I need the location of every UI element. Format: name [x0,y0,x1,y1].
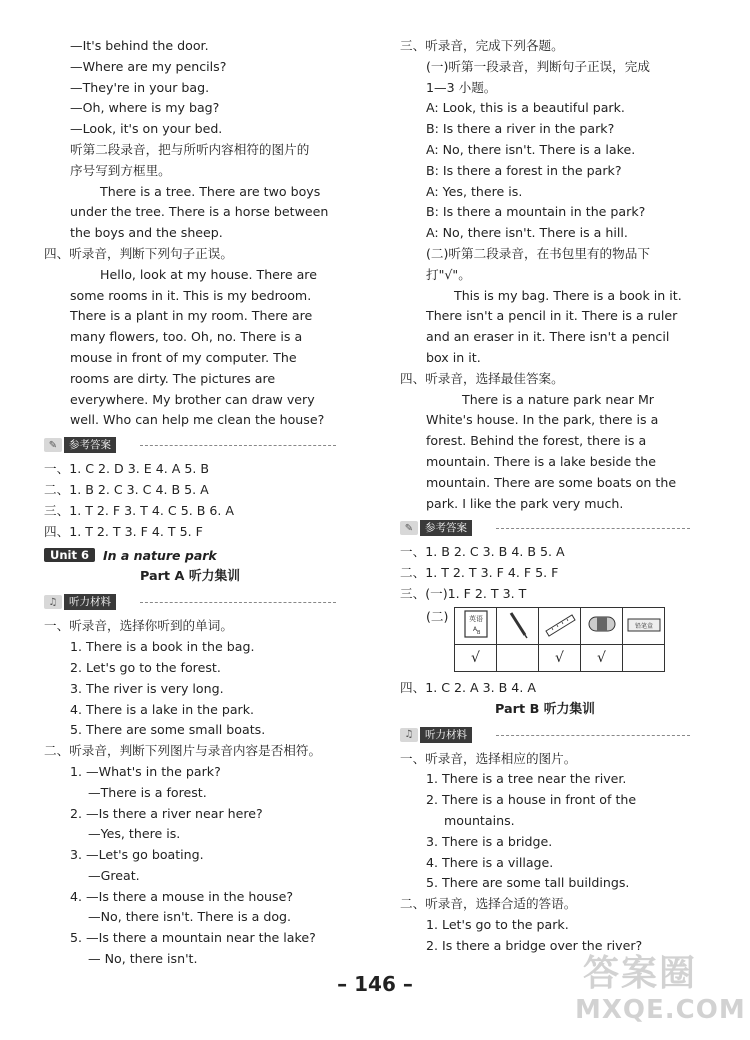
section-4-title: 四、听录音，选择最佳答案。 [400,370,564,386]
list-item: 4. —Is there a mouse in the house? [70,888,294,904]
passage-line: mountain. There are some boats on the [426,474,677,490]
dialog-line: B: Is there a mountain in the park? [426,204,646,220]
dialog-line: A: No, there isn't. There is a hill. [426,225,628,241]
ruler-icon [543,609,577,639]
passage-line: This is my bag. There is a book in it. [454,287,682,303]
question-b1-title: 一、听录音，选择相应的图片。 [400,750,577,766]
pencil-icon: ✎ [400,521,418,535]
headphones-icon: ♫ [400,728,418,742]
passage-line: There is a plant in my room. There are [70,308,313,324]
pencil-icon [501,609,535,639]
check-cell [623,644,665,671]
bag-items-table-row [400,607,690,672]
list-item-cont: mountains. [444,812,515,828]
headphones-icon: ♫ [44,595,62,609]
watermark-url: MXQE.COM [575,995,746,1025]
dialog-line: A: Yes, there is. [426,183,523,199]
list-item: 3. —Let's go boating. [70,847,204,863]
dashed-divider [140,602,336,603]
dialog-line: —It's behind the door. [70,38,209,53]
instruction-2b: 序号写到方框里。 [70,162,171,178]
list-item: 1. There is a tree near the river. [426,771,627,787]
instruction-2: 听第二段录音，把与所听内容相符的图片的 [70,141,310,157]
answer-line: 三、1. T 2. F 3. T 4. C 5. B 6. A [44,502,234,518]
check-cell [497,644,539,671]
table-label: (二) [426,608,449,624]
svg-text:A: A [472,626,477,634]
check-cell: √ [581,644,623,671]
eraser-icon [585,609,619,639]
right-column [400,36,690,956]
passage-line: well. Who can help me clean the house? [70,412,325,428]
listening-material-tag: 听力材料 [64,594,116,610]
answer-line: 一、1. C 2. D 3. E 4. A 5. B [44,461,209,477]
sub-instruction-2b: 打"√"。 [426,266,471,282]
unit-title: In a nature park [102,547,217,563]
page-number: – 146 – [337,972,413,996]
watermark [575,945,745,1035]
list-item: 1. Let's go to the park. [426,916,569,932]
unit-badge: Unit 6 [44,548,95,562]
dialog-line: —They're in your bag. [70,79,210,95]
passage-line: White's house. In the park, there is a [426,412,659,428]
dialog-line: —Oh, where is my bag? [70,100,220,116]
dialog-line: A: No, there isn't. There is a lake. [426,141,636,157]
unit-header [44,544,336,566]
dialog-line: —Where are my pencils? [70,58,227,74]
sub-instruction-1b: 1—3 小题。 [426,79,497,95]
bag-items-table [454,607,665,672]
check-cell: √ [539,644,581,671]
list-item: 3. There is a bridge. [426,833,553,849]
answer-line: 一、1. B 2. C 3. B 4. B 5. A [400,544,565,560]
answer-key-tag: 参考答案 [420,520,472,536]
list-item: 2. Let's go to the forest. [70,659,221,675]
passage-line: box in it. [426,349,481,365]
sub-instruction-2: (二)听第二段录音，在书包里有的物品下 [426,245,650,261]
dashed-divider [496,528,690,529]
list-item-reply: —No, there isn't. There is a dog. [88,909,292,925]
passage-line: mouse in front of my computer. The [70,349,297,365]
question-2-title: 二、听录音，判断下列图片与录音内容是否相符。 [44,743,322,759]
passage-line: everywhere. My brother can draw very [70,391,315,407]
passage-line: There isn't a pencil in it. There is a ruler [426,308,678,324]
part-b-heading: Part B 听力集训 [495,701,595,717]
answer-key-tag: 参考答案 [64,437,116,453]
passage-line: and an eraser in it. There isn't a pencil [426,329,670,345]
section-3-title: 三、听录音，完成下列各题。 [400,38,564,53]
dialog-line: A: Look, this is a beautiful park. [426,100,625,116]
dialog-line: —Look, it's on your bed. [70,121,223,137]
list-item-reply: — No, there isn't. [88,951,198,967]
answer-key-header [400,518,690,540]
list-item-reply: —There is a forest. [88,784,207,800]
list-item: 4. There is a lake in the park. [70,701,255,717]
dashed-divider [140,445,336,446]
passage-line: mountain. There is a lake beside the [426,453,656,469]
answer-line: 三、(一)1. F 2. T 3. T [400,585,527,601]
book-icon [459,609,493,639]
dialog-line: B: Is there a river in the park? [426,121,615,137]
left-column [44,36,336,970]
table-cell [581,607,623,644]
sub-instruction-1: (一)听第一段录音，判断句子正误，完成 [426,58,650,74]
answer-key-header [44,435,336,457]
table-cell [455,607,497,644]
passage-line: some rooms in it. This is my bedroom. [70,287,312,303]
check-cell: √ [455,644,497,671]
list-item: 2. There is a house in front of the [426,792,637,808]
list-item: 1. —What's in the park? [70,763,221,779]
book-label: 英语 [468,615,483,624]
answer-line: 四、1. C 2. A 3. B 4. A [400,679,536,695]
passage-line: rooms are dirty. The pictures are [70,370,276,386]
answer-line: 二、1. B 2. C 3. C 4. B 5. A [44,481,209,497]
table-cell [539,607,581,644]
list-item: 5. There are some small boats. [70,722,266,738]
dialog-line: B: Is there a forest in the park? [426,162,622,178]
answer-line: 四、1. T 2. T 3. F 4. T 5. F [44,523,203,539]
passage-line: There is a nature park near Mr [462,391,654,407]
pencil-box-label: 铅笔盒 [634,623,653,631]
list-item: 3. The river is very long. [70,680,224,696]
list-item: 5. —Is there a mountain near the lake? [70,930,316,946]
answer-line: 二、1. T 2. T 3. F 4. F 5. F [400,565,559,581]
list-item: 2. —Is there a river near here? [70,805,263,821]
list-item: 2. Is there a bridge over the river? [426,937,643,953]
pencil-icon: ✎ [44,438,62,452]
listening-material-tag: 听力材料 [420,727,472,743]
passage-line: forest. Behind the forest, there is a [426,433,647,449]
list-item: 4. There is a village. [426,854,554,870]
passage-line: There is a tree. There are two boys [100,183,321,199]
passage-line: Hello, look at my house. There are [100,266,317,282]
pencil-box-icon [626,609,662,639]
dashed-divider [496,735,690,736]
question-b2-title: 二、听录音，选择合适的答语。 [400,896,577,912]
list-item: 5. There are some tall buildings. [426,875,630,891]
listening-material-header [44,592,336,614]
list-item-reply: —Great. [88,867,140,883]
passage-line: park. I like the park very much. [426,495,624,511]
watermark-text: 答案圈 [583,953,698,994]
passage-line: under the tree. There is a horse between [70,204,329,220]
table-cell [623,607,665,644]
question-1-title: 一、听录音，选择你听到的单词。 [44,618,233,634]
list-item: 1. There is a book in the bag. [70,639,255,655]
passage-line: many flowers, too. Oh, no. There is a [70,329,303,345]
part-a-heading: Part A 听力集训 [139,569,241,585]
list-item-reply: —Yes, there is. [88,826,181,842]
passage-line: the boys and the sheep. [70,225,223,241]
table-cell [497,607,539,644]
section-4-title: 四、听录音，判断下列句子正误。 [44,245,233,261]
svg-text:B: B [476,630,480,637]
listening-material-header [400,725,690,747]
